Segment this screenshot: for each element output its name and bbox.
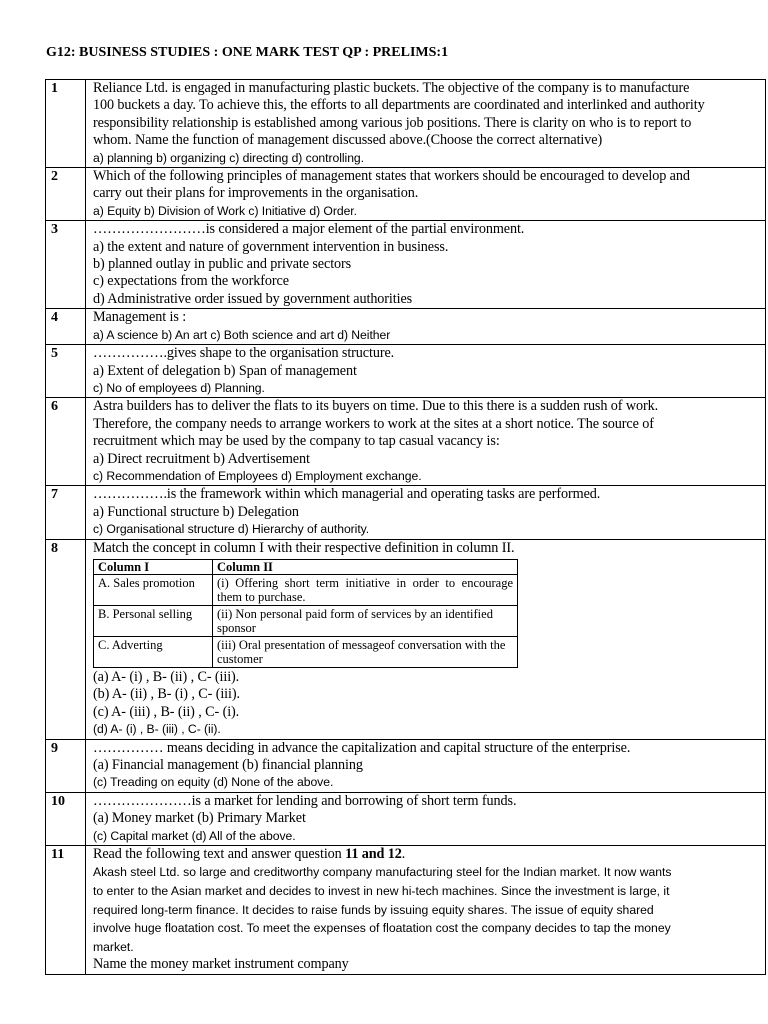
question-row — [46, 846, 766, 975]
question-row — [46, 80, 766, 168]
answer-option: a) Direct recruitment b) Advertisement — [93, 450, 310, 467]
question-text: responsibility relationship is established among various job positions. There is clarity on who is to report to — [93, 114, 692, 131]
question-number: 5 — [46, 345, 86, 398]
answer-options: c) Recommendation of Employees d) Employment exchange. — [93, 468, 422, 483]
concept-cell: C. Adverting — [94, 636, 213, 667]
question-body — [86, 398, 766, 486]
question-text: …………….gives shape to the organisation structure. — [93, 345, 395, 362]
question-row — [46, 168, 766, 221]
answer-options: (c) Capital market (d) All of the above. — [93, 828, 296, 843]
question-row — [46, 221, 766, 309]
question-row — [46, 739, 766, 792]
question-number: 4 — [46, 309, 86, 345]
answer-option: (c) A- (iii) , B- (ii) , C- (i). — [93, 703, 240, 720]
answer-option: (b) A- (ii) , B- (i) , C- (iii). — [93, 686, 240, 703]
answer-options: c) Organisational structure d) Hierarchy of authority. — [93, 522, 370, 537]
question-body — [86, 221, 766, 309]
question-row — [46, 539, 766, 739]
answer-options: (c) Treading on equity (d) None of the above. — [93, 775, 334, 790]
column-header: Column II — [213, 559, 518, 574]
answer-option: (a) Financial management (b) financial planning — [93, 757, 363, 773]
answer-option: a) the extent and nature of government intervention in business. — [93, 238, 449, 255]
answer-option: d) Administrative order issued by government authorities — [93, 290, 413, 307]
question-number: 7 — [46, 486, 86, 539]
answer-options: a) A science b) An art c) Both science and art d) Neither — [93, 327, 391, 342]
answer-options: a) planning b) organizing c) directing d) controlling. — [93, 150, 364, 165]
passage-text: to enter to the Asian market and decides to invest in new hi-tech machines. Since the investment is large, it — [93, 884, 670, 899]
passage-text: Akash steel Ltd. so large and creditworthy company manufacturing steel for the Indian market. It now wants — [93, 865, 672, 880]
match-table — [93, 559, 518, 668]
question-number: 2 — [46, 168, 86, 221]
question-number: 8 — [46, 539, 86, 739]
match-table-row — [94, 605, 518, 636]
answer-option: a) Functional structure b) Delegation — [93, 503, 299, 520]
match-table-header — [94, 559, 518, 574]
question-row — [46, 398, 766, 486]
question-text: Management is : — [93, 309, 187, 326]
question-text: …………….is the framework within which managerial and operating tasks are performed. — [93, 486, 601, 503]
definition-cell: (i) Offering short term initiative in order to encourage them to purchase. — [213, 574, 518, 605]
answer-option: (a) A- (i) , B- (ii) , C- (iii). — [93, 668, 240, 685]
question-body — [86, 539, 766, 739]
question-number: 6 — [46, 398, 86, 486]
answer-option: b) planned outlay in public and private sectors — [93, 256, 352, 273]
question-body — [86, 345, 766, 398]
intro-question-numbers: 11 and 12 — [345, 846, 402, 863]
question-text: recruitment which may be used by the company to tap casual vacancy is: — [93, 433, 500, 450]
column-header: Column I — [94, 559, 213, 574]
question-body — [86, 486, 766, 539]
answer-options: c) No of employees d) Planning. — [93, 380, 265, 395]
question-text: Astra builders has to deliver the flats to its buyers on time. Due to this there is a sudden rush of work. — [93, 398, 659, 415]
intro-text: Read the following text and answer question — [93, 846, 346, 863]
question-body — [86, 792, 766, 845]
question-body — [86, 80, 766, 168]
passage-text: involve huge floatation cost. To meet the expenses of floatation cost the company decides to tap the money — [93, 921, 671, 936]
question-text: Reliance Ltd. is engaged in manufacturing plastic buckets. The objective of the company is to manufacture — [93, 80, 690, 96]
question-text: carry out their plans for improvements in the organisation. — [93, 185, 419, 202]
question-body — [86, 739, 766, 792]
question-number: 10 — [46, 792, 86, 845]
question-text: Name the money market instrument company — [93, 956, 349, 973]
question-row — [46, 345, 766, 398]
question-text: Therefore, the company needs to arrange workers to work at the sites at a short notice. The source of — [93, 415, 654, 432]
question-text: whom. Name the function of management discussed above.(Choose the correct alternative) — [93, 132, 603, 149]
question-number: 1 — [46, 80, 86, 168]
question-row — [46, 309, 766, 345]
question-number: 11 — [46, 846, 86, 975]
question-text: 100 buckets a day. To achieve this, the efforts to all departments are coordinated and interlinked and authority — [93, 97, 705, 114]
question-text: Which of the following principles of management states that workers should be encouraged to develop and — [93, 168, 690, 185]
question-body — [86, 309, 766, 345]
answer-option: c) expectations from the workforce — [93, 273, 289, 290]
concept-cell: A. Sales promotion — [94, 574, 213, 605]
question-text: …………… means deciding in advance the capitalization and capital structure of the enterprise. — [93, 739, 631, 756]
questions-table — [45, 79, 766, 975]
question-text: …………………is a market for lending and borrowing of short term funds. — [93, 792, 517, 809]
match-table-row — [94, 636, 518, 667]
question-number: 9 — [46, 739, 86, 792]
intro-end: . — [401, 846, 406, 863]
answer-options: (d) A- (i) , B- (iii) , C- (ii). — [93, 722, 221, 737]
page-title: G12: BUSINESS STUDIES : ONE MARK TEST QP : PRELIMS:1 — [46, 45, 449, 60]
question-text: Match the concept in column I with their respective definition in column II. — [93, 539, 515, 556]
definition-cell: (ii) Non personal paid form of services by an identified sponsor — [213, 605, 518, 636]
question-text: ……………………is considered a major element of the partial environment. — [93, 221, 525, 238]
passage-text: required long-term finance. It decides to raise funds by issuing equity shares. The issue of equity shared — [93, 902, 654, 917]
question-body — [86, 168, 766, 221]
answer-option: (a) Money market (b) Primary Market — [93, 810, 306, 827]
answer-option: a) Extent of delegation b) Span of management — [93, 362, 357, 379]
question-body — [86, 846, 766, 975]
question-row — [46, 792, 766, 845]
match-table-row — [94, 574, 518, 605]
question-row — [46, 486, 766, 539]
question-number: 3 — [46, 221, 86, 309]
concept-cell: B. Personal selling — [94, 605, 213, 636]
definition-cell: (iii) Oral presentation of messageof conversation with the customer — [213, 636, 518, 667]
passage-text: market. — [93, 939, 134, 954]
answer-options: a) Equity b) Division of Work c) Initiative d) Order. — [93, 203, 357, 218]
passage-intro — [93, 846, 761, 863]
